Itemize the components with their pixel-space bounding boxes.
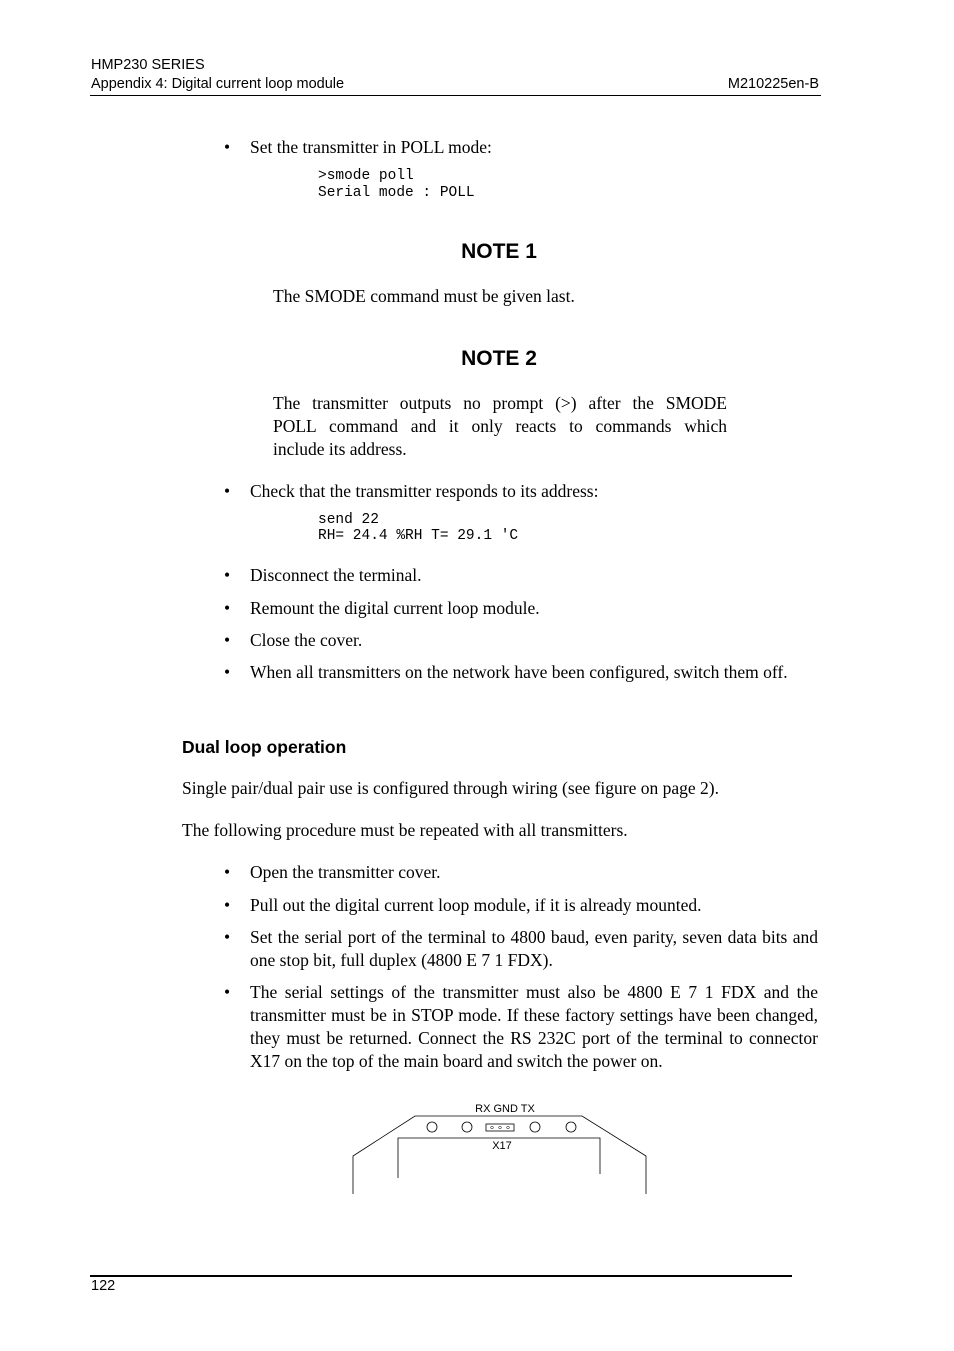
list-item: [224, 136, 818, 160]
note-2-line: The transmitter outputs no prompt (>) after the SMODE: [273, 393, 727, 413]
header-series: HMP230 SERIES: [91, 57, 205, 73]
list-item-text: Pull out the digital current loop module, if it is already mounted.: [250, 895, 702, 915]
mounting-hole-icon: [427, 1122, 437, 1132]
bullet-icon: •: [224, 598, 231, 618]
list-item: [224, 926, 818, 974]
list-item: [224, 661, 818, 709]
list-item-text: When all transmitters on the network have been configured, switch them off.: [250, 662, 788, 682]
list-item-text: The serial settings of the transmitter must also be 4800 E 7 1 FDX and the transmitter must be in STOP mode. If these factory settings have been changed, they must be returned. Connect the RS 232C port of the terminal to connector X17 on the top of the main board and switch the power on.: [250, 982, 818, 1071]
note-2-line: include its address.: [273, 439, 407, 459]
bullet-icon: •: [224, 137, 231, 157]
code-line: send 22: [318, 512, 379, 528]
list-item-text: Remount the digital current loop module.: [250, 598, 540, 618]
connector-label: X17: [492, 1140, 512, 1152]
connector-x17-icon: [486, 1124, 514, 1131]
header-rule: [90, 95, 821, 96]
list-item-text: Set the serial port of the terminal to 4800 baud, even parity, seven data bits and one stop bit, full duplex (4800 E 7 1 FDX).: [250, 927, 818, 970]
note-2-line: POLL command and it only reacts to commands which: [273, 416, 727, 436]
bullet-icon: •: [224, 662, 231, 682]
code-line: >smode poll: [318, 168, 414, 184]
code-line: RH= 24.4 %RH T= 29.1 'C: [318, 528, 519, 544]
section-title: Dual loop operation: [182, 737, 347, 757]
note-1-title: NOTE 1: [461, 240, 537, 263]
list-item: [224, 894, 818, 918]
list-item-text: Open the transmitter cover.: [250, 862, 441, 882]
note-1-text: The SMODE command must be given last.: [273, 286, 575, 306]
list-item: [224, 480, 818, 504]
list-item-text: Disconnect the terminal.: [250, 565, 422, 585]
list-item-text: Set the transmitter in POLL mode:: [250, 137, 492, 157]
list-item: [224, 597, 818, 621]
paragraph: The following procedure must be repeated with all transmitters.: [182, 820, 628, 840]
bullet-icon: •: [224, 565, 231, 585]
page-number: 122: [91, 1278, 116, 1294]
bullet-icon: •: [224, 982, 231, 1002]
mounting-hole-icon: [462, 1122, 472, 1132]
list-item-text: Check that the transmitter responds to its address:: [250, 481, 599, 501]
mounting-hole-icon: [566, 1122, 576, 1132]
bullet-icon: •: [224, 630, 231, 650]
header-doc-code: M210225en-B: [727, 76, 819, 92]
list-item-text: Close the cover.: [250, 630, 363, 650]
paragraph: Single pair/dual pair use is configured through wiring (see figure on page 2).: [182, 778, 720, 798]
list-item: [224, 981, 818, 1097]
header-chapter: Appendix 4: Digital current loop module: [91, 76, 345, 92]
list-item: [224, 564, 818, 588]
mounting-hole-icon: [530, 1122, 540, 1132]
list-item: [224, 861, 818, 885]
pin-labels: RX GND TX: [475, 1103, 535, 1115]
note-2-title: NOTE 2: [461, 347, 537, 370]
bullet-icon: •: [224, 895, 231, 915]
bullet-icon: •: [224, 481, 231, 501]
bullet-icon: •: [224, 927, 231, 947]
code-line: Serial mode : POLL: [318, 185, 475, 201]
footer-rule: [90, 1275, 792, 1277]
bullet-icon: •: [224, 862, 231, 882]
list-item: [224, 629, 818, 653]
